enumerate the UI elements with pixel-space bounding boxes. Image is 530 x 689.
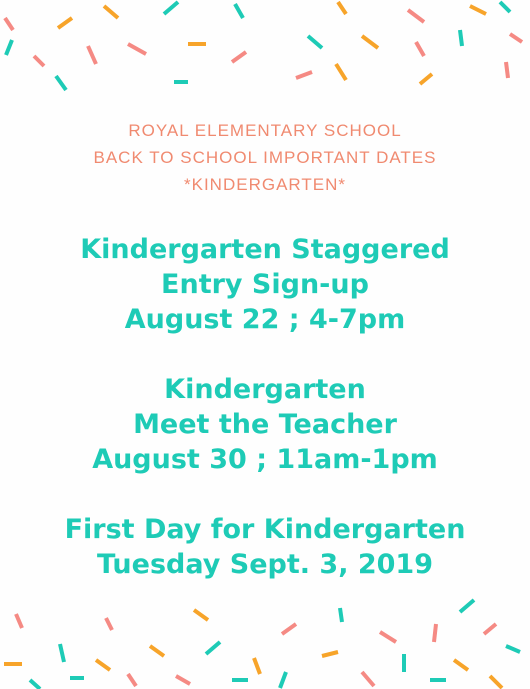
confetti-piece (58, 18, 72, 28)
confetti-piece (150, 646, 164, 656)
event-line: First Day for Kindergarten (64, 514, 466, 545)
confetti-piece (380, 632, 396, 642)
confetti-piece (510, 34, 522, 42)
confetti-piece (296, 72, 312, 78)
confetti-piece (500, 2, 510, 12)
school-name: ROYAL ELEMENTARY SCHOOL (128, 121, 402, 140)
confetti-piece (484, 624, 496, 634)
event-line: Meet the Teacher (133, 409, 397, 440)
confetti-piece (308, 36, 322, 48)
event-date: August 22 ; 4-7pm (124, 304, 406, 335)
confetti-piece (96, 660, 110, 670)
confetti-piece (5, 18, 13, 30)
confetti-piece (232, 52, 246, 62)
flyer-title: BACK TO SCHOOL IMPORTANT DATES (93, 148, 437, 167)
event-meet-the-teacher (0, 372, 530, 477)
confetti-piece (282, 624, 296, 634)
confetti-piece (176, 676, 190, 684)
confetti-piece (280, 672, 286, 688)
confetti-piece (506, 62, 508, 78)
confetti-piece (88, 46, 96, 64)
confetti-piece (106, 618, 112, 630)
confetti-piece (128, 674, 136, 686)
confetti-piece (6, 40, 12, 55)
confetti-piece (34, 56, 44, 66)
confetti-piece (322, 652, 338, 656)
confetti-piece (416, 42, 424, 56)
confetti-piece (470, 6, 486, 14)
event-date: Tuesday Sept. 3, 2019 (96, 549, 433, 580)
confetti-piece (254, 658, 260, 674)
confetti-piece (454, 660, 468, 670)
confetti-piece (362, 36, 378, 48)
confetti-piece (420, 74, 432, 84)
confetti-piece (104, 6, 118, 18)
flyer-header (0, 117, 530, 198)
confetti-piece (235, 4, 243, 18)
confetti-piece (338, 2, 346, 14)
event-staggered-entry (0, 232, 530, 337)
event-first-day (0, 512, 530, 582)
confetti-piece (460, 30, 462, 46)
event-line: Entry Sign-up (161, 269, 369, 300)
confetti-piece (506, 646, 520, 652)
confetti-piece (336, 64, 346, 80)
confetti-piece (60, 644, 64, 662)
event-line: Kindergarten Staggered (80, 234, 450, 265)
confetti-piece (434, 624, 436, 642)
confetti-piece (30, 680, 40, 689)
event-list (0, 232, 530, 617)
confetti-piece (490, 676, 502, 688)
confetti-piece (206, 642, 220, 654)
confetti-piece (362, 672, 374, 686)
confetti-piece (164, 2, 178, 14)
flyer-subtitle: *KINDERGARTEN* (184, 175, 346, 194)
confetti-piece (128, 44, 146, 54)
event-line: Kindergarten (164, 374, 366, 405)
event-date: August 30 ; 11am-1pm (92, 444, 438, 475)
confetti-piece (408, 10, 424, 22)
confetti-piece (56, 76, 66, 90)
